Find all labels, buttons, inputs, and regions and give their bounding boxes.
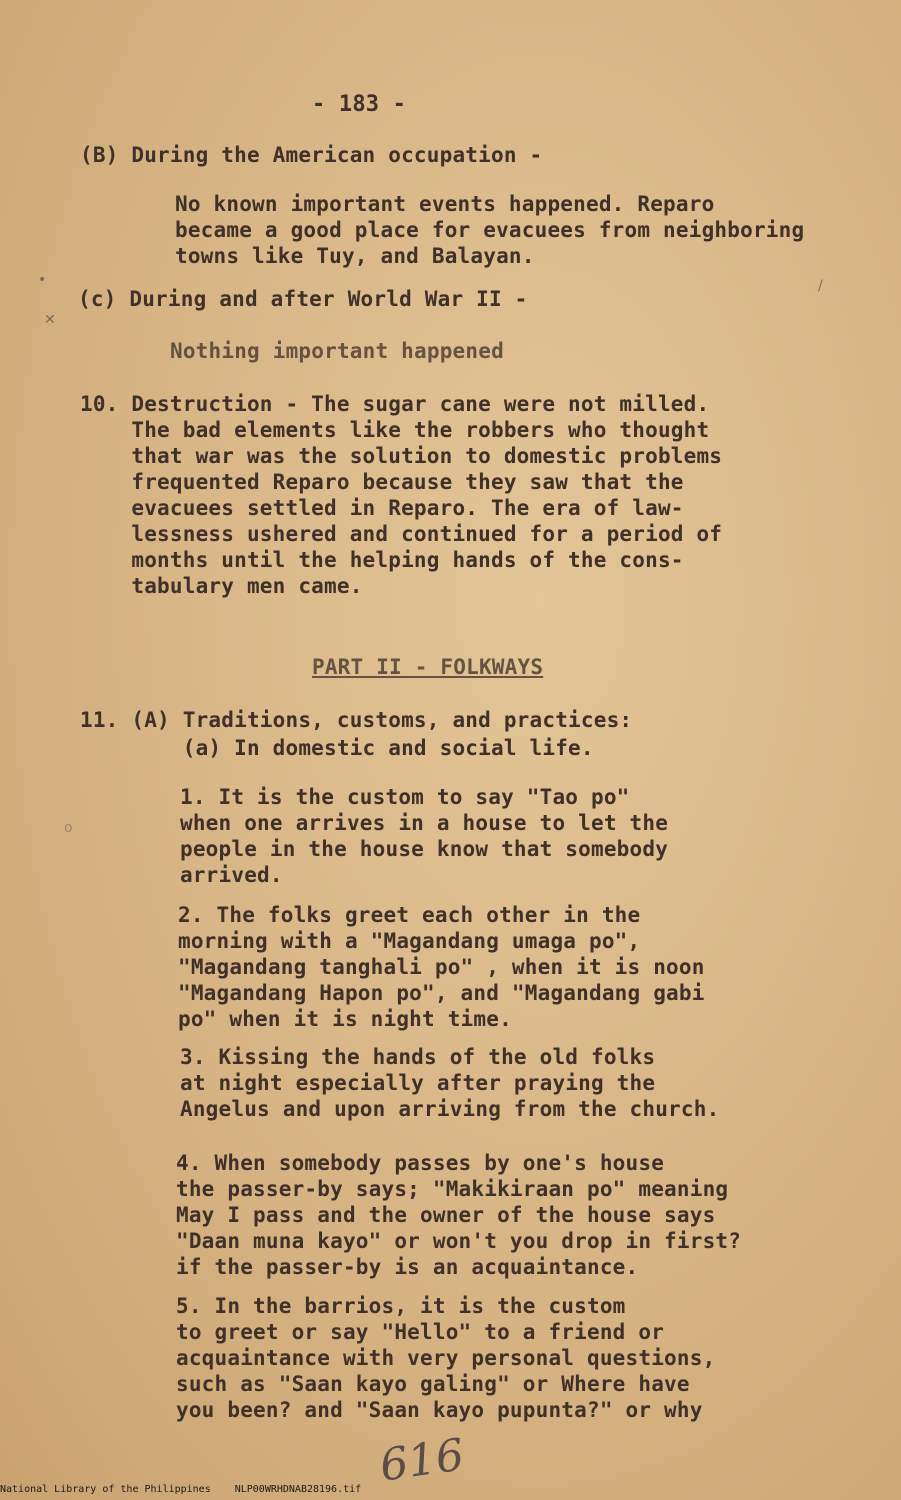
section-b-body: No known important events happened. Reparo became a good place for evacuees from neighboring towns like Tuy, and Balayan.: [175, 192, 805, 268]
custom-item-1: 1. It is the custom to say "Tao po" when one arrives in a house to let the people in the house know that somebody arrived.: [180, 785, 669, 887]
section-b-heading: (B) During the American occupation -: [80, 143, 543, 167]
custom-item-4: 4. When somebody passes by one's house the passer-by says; "Makikiraan po" meaning May I pass and the owner of the house says "Daan muna kayo" or won't you drop in first? if the passer-by is an acquaintance.: [176, 1151, 742, 1279]
handwritten-page-number: 616: [376, 1429, 468, 1492]
section-c-heading: (c) During and after World War II -: [78, 287, 528, 311]
margin-mark: /: [818, 278, 823, 294]
page-number: - 183 -: [312, 92, 407, 117]
custom-item-3: 3. Kissing the hands of the old folks at night especially after praying the Angelus and upon arriving from the church.: [180, 1045, 720, 1121]
custom-item-2: 2. The folks greet each other in the morning with a "Magandang umaga po", "Magandang tanghali po" , when it is noon "Magandang Hapon po", and "Magandang gabi po" when it is night time.: [178, 903, 705, 1031]
part-heading: PART II - FOLKWAYS: [312, 655, 544, 679]
margin-mark: ✕: [44, 312, 56, 328]
margin-mark: o: [64, 820, 73, 836]
item-11-traditions: 11. (A) Traditions, customs, and practices: (a) In domestic and social life.: [80, 708, 633, 760]
scan-footer: [0, 1484, 385, 1495]
section-c-body: Nothing important happened: [170, 339, 504, 363]
custom-item-5: 5. In the barrios, it is the custom to greet or say "Hello" to a friend or acquaintance with very personal questions, such as "Saan kayo galing" or Where have you been? and "Saan kayo pupunta?" or why: [176, 1294, 716, 1422]
margin-mark: •: [38, 272, 47, 288]
footer-filename: NLP00WRHDNAB28196.tif: [234, 1484, 362, 1495]
footer-library: National Library of the Philippines: [0, 1484, 211, 1495]
item-10-destruction: 10. Destruction - The sugar cane were not milled. The bad elements like the robbers who thought that war was the solution to domestic problems frequented Reparo because they saw that the evacuees settled in Reparo. The era of law- lessness ushered and continued for a period of months until the helping hands of the cons- tabulary men came.: [80, 392, 723, 598]
